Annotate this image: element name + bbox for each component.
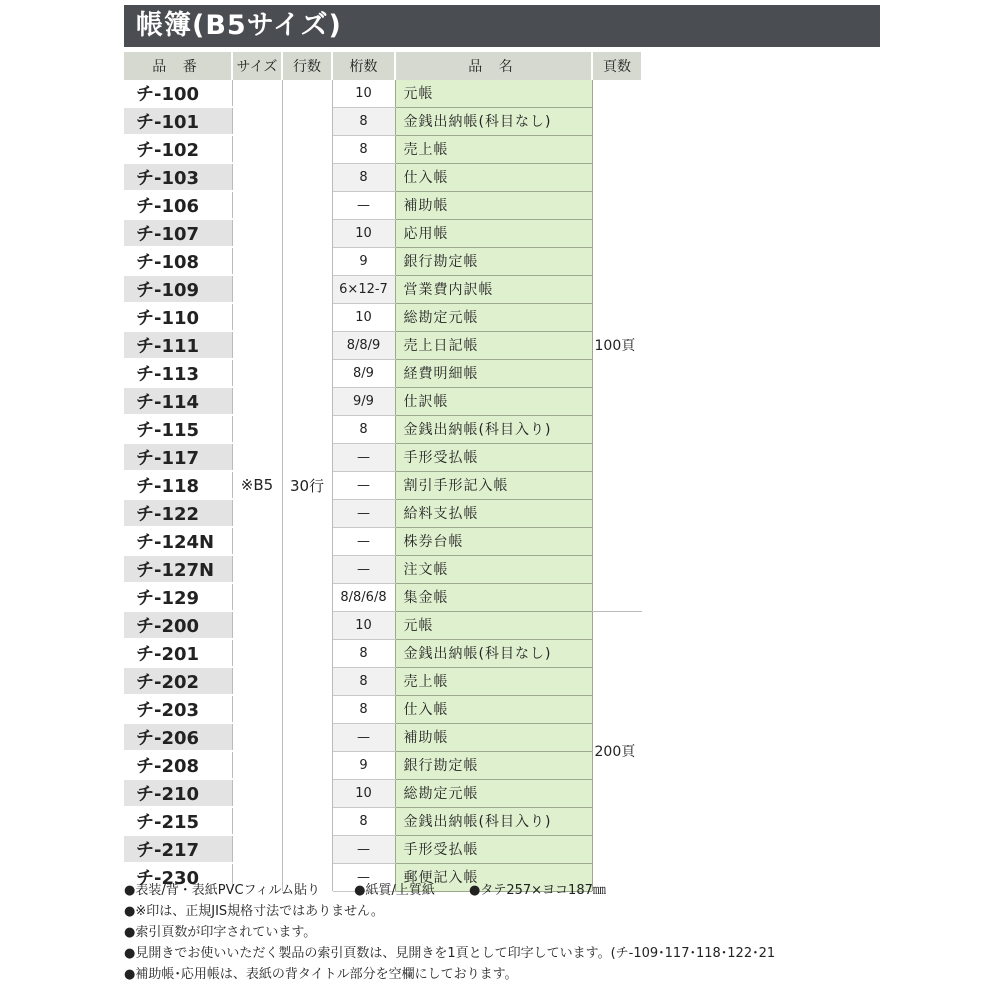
product-code: チ-107 [124, 219, 232, 247]
table-row [124, 415, 642, 443]
lines-cell: 30行 [282, 80, 332, 891]
product-code: チ-206 [124, 723, 232, 751]
pages-cell: 200頁 [592, 611, 642, 891]
note-paper: ●紙質/上質紙 [354, 883, 435, 898]
table-row [124, 807, 642, 835]
digits-cell: 8 [332, 807, 395, 835]
table-row [124, 471, 642, 499]
table-row [124, 135, 642, 163]
table-body [124, 80, 642, 891]
ledger-table [124, 52, 643, 892]
digits-cell: 10 [332, 303, 395, 331]
product-name: 銀行勘定帳 [395, 247, 592, 275]
digits-cell: 8 [332, 667, 395, 695]
digits-cell: 8 [332, 163, 395, 191]
table-row [124, 247, 642, 275]
product-code: チ-117 [124, 443, 232, 471]
product-code: チ-208 [124, 751, 232, 779]
product-code: チ-217 [124, 835, 232, 863]
product-name: 銀行勘定帳 [395, 751, 592, 779]
digits-cell: 8/9 [332, 359, 395, 387]
table-row [124, 779, 642, 807]
digits-cell: 8 [332, 135, 395, 163]
note-line: ●※印は、正規JIS規格寸法ではありません。 [124, 904, 384, 919]
product-code: チ-203 [124, 695, 232, 723]
product-code: チ-230 [124, 863, 232, 891]
product-name: 経費明細帳 [395, 359, 592, 387]
digits-cell: — [332, 191, 395, 219]
pages-cell: 100頁 [592, 80, 642, 611]
table-row [124, 331, 642, 359]
digits-cell: — [332, 863, 395, 891]
product-name: 補助帳 [395, 191, 592, 219]
table-row [124, 835, 642, 863]
product-name: 手形受払帳 [395, 835, 592, 863]
digits-cell: 10 [332, 219, 395, 247]
digits-cell: — [332, 471, 395, 499]
header-size: サイズ [232, 52, 282, 80]
table-row [124, 527, 642, 555]
digits-cell: — [332, 723, 395, 751]
table-row [124, 723, 642, 751]
header-digits: 桁数 [332, 52, 395, 80]
product-code: チ-200 [124, 611, 232, 639]
product-code: チ-201 [124, 639, 232, 667]
product-name: 金銭出納帳(科目なし) [395, 639, 592, 667]
product-code: チ-106 [124, 191, 232, 219]
notes-section [124, 880, 1000, 985]
product-code: チ-215 [124, 807, 232, 835]
table-row [124, 443, 642, 471]
product-name: 株券台帳 [395, 527, 592, 555]
product-name: 補助帳 [395, 723, 592, 751]
product-name: 割引手形記入帳 [395, 471, 592, 499]
product-name: 金銭出納帳(科目なし) [395, 107, 592, 135]
product-code: チ-111 [124, 331, 232, 359]
header-lines: 行数 [282, 52, 332, 80]
product-code: チ-103 [124, 163, 232, 191]
size-cell: ※B5 [232, 80, 282, 891]
product-code: チ-100 [124, 80, 232, 107]
table-row [124, 163, 642, 191]
product-name: 元帳 [395, 80, 592, 107]
product-code: チ-115 [124, 415, 232, 443]
table-row [124, 275, 642, 303]
digits-cell: — [332, 527, 395, 555]
product-code: チ-114 [124, 387, 232, 415]
header-pages: 頁数 [592, 52, 642, 80]
product-name: 売上帳 [395, 135, 592, 163]
product-code: チ-102 [124, 135, 232, 163]
product-code: チ-110 [124, 303, 232, 331]
product-name: 集金帳 [395, 583, 592, 611]
digits-cell: 8 [332, 415, 395, 443]
product-name: 売上帳 [395, 667, 592, 695]
note-cover: ●表装/背・表紙PVCフィルム貼り [124, 883, 320, 898]
digits-cell: 8/8/9 [332, 331, 395, 359]
product-code: チ-122 [124, 499, 232, 527]
product-name: 金銭出納帳(科目入り) [395, 415, 592, 443]
product-code: チ-124N [124, 527, 232, 555]
header-row [124, 52, 642, 80]
digits-cell: 10 [332, 611, 395, 639]
table-row [124, 639, 642, 667]
digits-cell: 9 [332, 751, 395, 779]
product-code: チ-118 [124, 471, 232, 499]
header-code: 品 番 [124, 52, 232, 80]
digits-cell: 8/8/6/8 [332, 583, 395, 611]
note-line: ●補助帳･応用帳は、表紙の背タイトル部分を空欄にしております。 [124, 967, 518, 982]
product-code: チ-210 [124, 779, 232, 807]
product-code: チ-108 [124, 247, 232, 275]
product-code: チ-109 [124, 275, 232, 303]
product-name: 応用帳 [395, 219, 592, 247]
product-code: チ-202 [124, 667, 232, 695]
note-line: ●見開きでお使いいただく製品の索引頁数は、見開きを1頁として印字しています。(チ-109･117･118･122･21 [124, 946, 776, 961]
table-row [124, 611, 642, 639]
digits-cell: 8 [332, 639, 395, 667]
digits-cell: — [332, 499, 395, 527]
digits-cell: — [332, 835, 395, 863]
note-line: ●索引頁数が印字されています。 [124, 925, 317, 940]
table-row [124, 191, 642, 219]
product-name: 総勘定元帳 [395, 303, 592, 331]
product-name: 仕入帳 [395, 695, 592, 723]
product-name: 仕入帳 [395, 163, 592, 191]
table-row [124, 555, 642, 583]
digits-cell: 8 [332, 695, 395, 723]
product-name: 総勘定元帳 [395, 779, 592, 807]
table-row [124, 303, 642, 331]
digits-cell: 9 [332, 247, 395, 275]
digits-cell: — [332, 555, 395, 583]
table-row [124, 359, 642, 387]
table-row [124, 219, 642, 247]
product-code: チ-113 [124, 359, 232, 387]
ledger-table-container [124, 52, 644, 892]
table-row [124, 499, 642, 527]
table-row [124, 751, 642, 779]
digits-cell: 10 [332, 80, 395, 107]
notes-spec-row [124, 880, 1000, 901]
product-code: チ-129 [124, 583, 232, 611]
digits-cell: 9/9 [332, 387, 395, 415]
product-name: 給料支払帳 [395, 499, 592, 527]
table-row [124, 583, 642, 611]
product-name: 手形受払帳 [395, 443, 592, 471]
product-name: 営業費内訳帳 [395, 275, 592, 303]
product-name: 元帳 [395, 611, 592, 639]
product-code: チ-127N [124, 555, 232, 583]
product-name: 郵便記入帳 [395, 863, 592, 891]
page-title: 帳簿(B5サイズ) [124, 5, 880, 47]
product-name: 仕訳帳 [395, 387, 592, 415]
digits-cell: — [332, 443, 395, 471]
table-row [124, 667, 642, 695]
table-row [124, 80, 642, 107]
digits-cell: 6×12-7 [332, 275, 395, 303]
table-row [124, 107, 642, 135]
product-name: 売上日記帳 [395, 331, 592, 359]
table-row [124, 695, 642, 723]
table-row [124, 387, 642, 415]
product-name: 注文帳 [395, 555, 592, 583]
product-code: チ-101 [124, 107, 232, 135]
product-name: 金銭出納帳(科目入り) [395, 807, 592, 835]
digits-cell: 8 [332, 107, 395, 135]
digits-cell: 10 [332, 779, 395, 807]
note-dimensions: ●タテ257×ヨコ187㎜ [469, 883, 606, 898]
header-name: 品 名 [395, 52, 592, 80]
